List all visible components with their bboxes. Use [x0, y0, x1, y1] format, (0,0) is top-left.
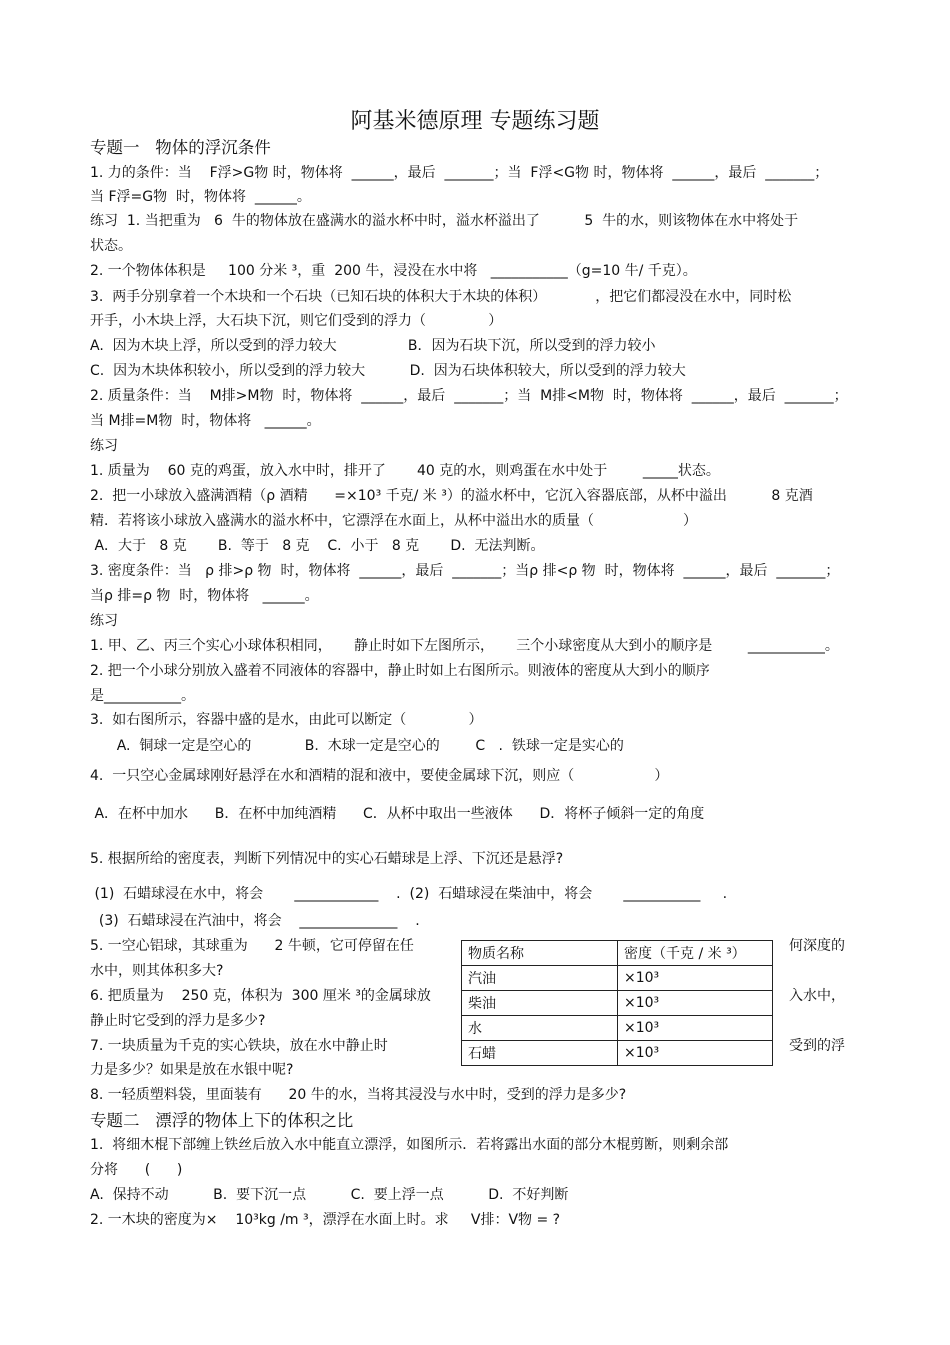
text-line: A. 保持不动 B. 要下沉一点 C. 要上浮一点 D. 不好判断: [90, 1187, 569, 1203]
table-row: [462, 1041, 773, 1066]
text-line: 是___________。: [90, 688, 195, 704]
text-line: 5. 一空心铝球，其球重为 2 牛顿，它可停留在任: [90, 938, 414, 954]
table-row: [462, 966, 773, 991]
text-line: 分将 ( ): [90, 1162, 183, 1178]
text-line: A. 因为木块上浮，所以受到的浮力较大 B．因为石块下沉，所以受到的浮力较小: [90, 338, 656, 354]
text-line: 练习 1. 当把重为 6 牛的物体放在盛满水的溢水杯中时，溢水杯溢出了 5 牛的水，则该物体在水中将处于: [90, 213, 799, 229]
table-cell: ×10³: [618, 1016, 773, 1041]
text-line: C. 因为木块体积较小，所以受到的浮力较大 D. 因为石块体积较大，所以受到的浮力较大: [90, 363, 686, 379]
text-line: 2. 把一个小球分别放入盛着不同液体的容器中，静止时如上右图所示。则液体的密度从大到小的顺序: [90, 663, 710, 679]
table-cell: 水: [462, 1016, 618, 1041]
side-note-text: 受到的浮: [789, 1038, 845, 1054]
text-line: 静止时它受到的浮力是多少?: [90, 1013, 266, 1029]
text-line: A．大于 8 克 B. 等于 8 克 C. 小于 8 克 D. 无法判断。: [90, 538, 545, 554]
text-line: 当 M排=M物 时，物体将 ______。: [90, 413, 321, 429]
table-header-row: [462, 941, 773, 966]
text-line: A. 铜球一定是空心的 B. 木球一定是空心的 C . 铁球一定是实心的: [90, 738, 624, 754]
text-line: 2. 质量条件：当 M排>M物 时，物体将 ______，最后 _______；当 M排<M物 时，物体将 ______，最后 _______；: [90, 388, 848, 404]
text-line: 1. 甲、乙、丙三个实心小球体积相同， 静止时如下左图所示， 三个小球密度从大到小的顺序是 ___________。: [90, 638, 839, 654]
text-line: 2. 一个物体体积是 100 分米 ³，重 200 牛，浸没在水中将 ___________（g=10 牛/ 千克）。: [90, 263, 697, 279]
table-cell: ×10³: [618, 991, 773, 1016]
text-line: 4. 一只空心金属球刚好悬浮在水和酒精的混和液中，要使金属球下沉，则应（ ）: [90, 768, 669, 784]
text-line: 5. 根据所给的密度表，判断下列情况中的实心石蜡球是上浮、下沉还是悬浮?: [90, 851, 564, 867]
table-cell: 柴油: [462, 991, 618, 1016]
text-line: (1) 石蜡球浸在水中，将会 ____________ . (2) 石蜡球浸在柴油中，将会 ___________ .: [90, 886, 728, 902]
page-title: 阿基米德原理 专题练习题: [350, 109, 600, 134]
text-line: 6. 把质量为 250 克，体积为 300 厘米 ³的金属球放: [90, 988, 431, 1004]
table-row: [462, 1016, 773, 1041]
side-note-text: 何深度的: [789, 938, 845, 954]
table-cell: ×10³: [618, 966, 773, 991]
text-line: 水中，则其体积多大?: [90, 963, 224, 979]
text-line: 7. 一块质量为千克的实心铁块，放在水中静止时: [90, 1038, 388, 1054]
text-line: 1. 将细木棍下部缠上铁丝后放入水中能直立漂浮，如图所示．若将露出水面的部分木棍剪断，则剩余部: [90, 1137, 729, 1153]
table-cell: 石蜡: [462, 1041, 618, 1066]
text-line: 2. 把一小球放入盛满酒精（ρ 酒精 =×10³ 千克/ 米 ³）的溢水杯中，它沉入容器底部，从杯中溢出 8 克酒: [90, 488, 813, 504]
table-header-cell: 物质名称: [462, 941, 618, 966]
text-line: 当 F浮=G物 时，物体将 ______。: [90, 189, 311, 205]
density-table: [461, 940, 773, 1066]
text-line: 2. 一木块的密度为× 10³kg /m ³，漂浮在水面上时。求 V排：V物 = ?: [90, 1212, 561, 1228]
text-line: 3. 两手分别拿着一个木块和一个石块（已知石块的体积大于木块的体积） ，把它们都浸没在水中，同时松: [90, 289, 792, 305]
text-line: 当ρ 排=ρ 物 时，物体将 ______。: [90, 588, 319, 604]
table-header-cell: 密度（千克 / 米 ³）: [618, 941, 773, 966]
text-line: 力是多少？如果是放在水银中呢?: [90, 1062, 294, 1078]
text-line: 1. 力的条件：当 F浮>G物 时，物体将 ______，最后 _______；当 F浮<G物 时，物体将 ______，最后 _______；: [90, 165, 829, 181]
table-row: [462, 991, 773, 1016]
text-line: 开手，小木块上浮，大石块下沉，则它们受到的浮力（ ）: [90, 313, 503, 329]
text-line: 3. 密度条件：当 ρ 排>ρ 物 时，物体将 ______，最后 _______；当ρ 排<ρ 物 时，物体将 ______，最后 _______；: [90, 563, 840, 579]
text-line: 8. 一轻质塑料袋，里面装有 20 牛的水，当将其浸没与水中时，受到的浮力是多少?: [90, 1087, 627, 1103]
text-line: 精．若将该小球放入盛满水的溢水杯中，它漂浮在水面上，从杯中溢出水的质量（ ）: [90, 513, 698, 529]
section-heading: 专题二 漂浮的物体上下的体积之比: [90, 1111, 354, 1130]
text-line: 练习: [90, 613, 118, 629]
text-line: (3) 石蜡球浸在汽油中，将会 ______________ .: [90, 913, 420, 929]
table-cell: ×10³: [618, 1041, 773, 1066]
table-cell: 汽油: [462, 966, 618, 991]
text-line: A．在杯中加水 B．在杯中加纯酒精 C．从杯中取出一些液体 D．将杯子倾斜一定的角度: [90, 806, 705, 822]
text-line: 1. 质量为 60 克的鸡蛋，放入水中时，排开了 40 克的水，则鸡蛋在水中处于 _____状态。: [90, 463, 720, 479]
text-line: 练习: [90, 438, 118, 454]
side-note-text: 入水中，: [789, 988, 845, 1004]
text-line: 3. 如右图所示，容器中盛的是水，由此可以断定（ ）: [90, 712, 483, 728]
text-line: 状态。: [90, 238, 132, 254]
section-heading: 专题一 物体的浮沉条件: [90, 138, 271, 157]
